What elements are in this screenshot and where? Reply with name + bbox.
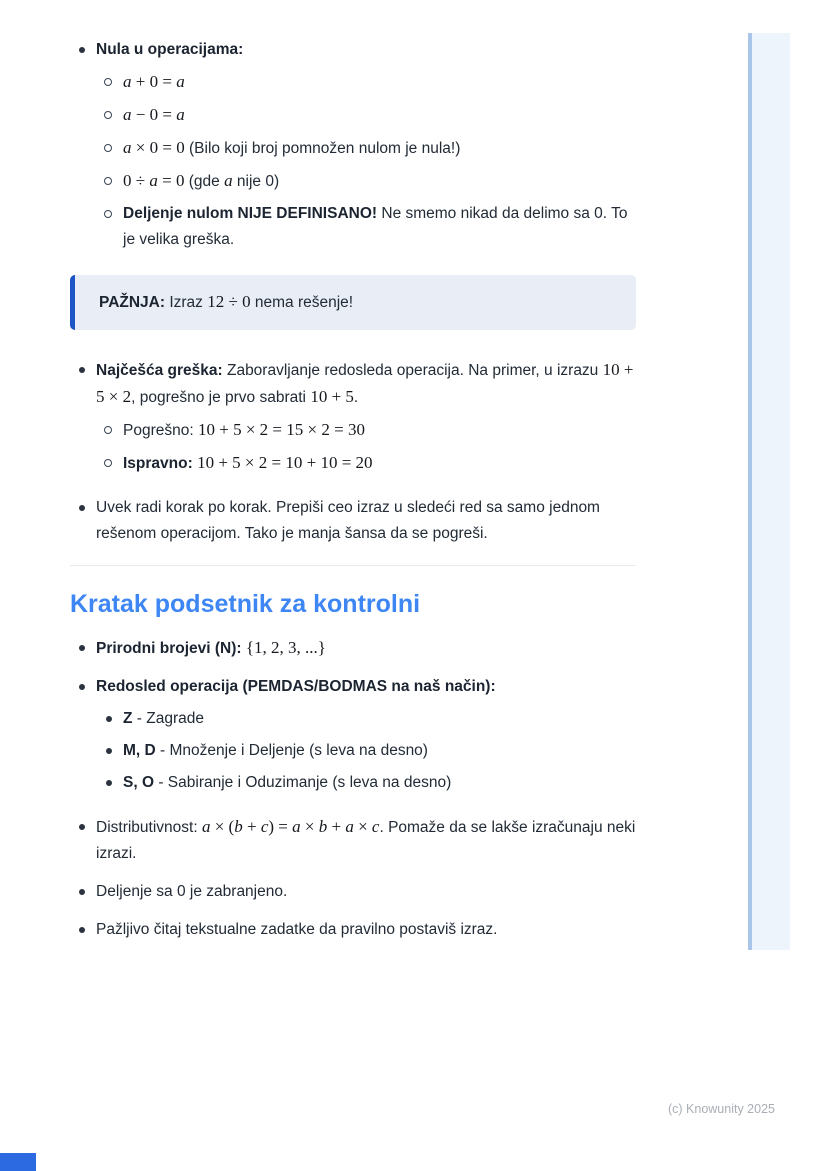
math-expression: 10 + 5 × 2 — [96, 360, 634, 406]
list-item — [96, 706, 636, 732]
bullet-icon — [106, 748, 112, 754]
footer-copyright: (c) Knowunity 2025 — [667, 1102, 775, 1116]
bullet-icon — [104, 78, 112, 86]
warning-callout — [70, 275, 636, 330]
bullet-list — [70, 357, 636, 547]
text-run: (Bilo koji broj pomnožen nulom je nula!) — [184, 140, 461, 157]
bullet-list — [70, 37, 636, 259]
callout-text — [99, 289, 618, 316]
text-run: - Sabiranje i Oduzimanje (s leva na desno) — [154, 774, 452, 791]
bullet-icon — [79, 505, 85, 511]
bullet-icon — [106, 780, 112, 786]
list-item-text — [96, 635, 636, 662]
bullet-icon — [104, 177, 112, 185]
bullet-icon — [79, 684, 85, 690]
bold-text: S, O — [123, 774, 155, 791]
text-run: Distributivnost: — [96, 819, 202, 836]
list-item-text — [123, 69, 636, 96]
text-run: Uvek radi korak po korak. Prepiši ceo izraz u sledeći red sa samo jednom rešenom operacijom. Tako je manja šansa da se pogreši. — [96, 499, 600, 542]
list-item-text — [123, 168, 636, 195]
list-item — [70, 495, 636, 547]
text-run: Ne smemo nikad da delimo sa 0. To je velika greška. — [123, 205, 628, 248]
list-item-text — [123, 135, 636, 162]
bold-text: PAŽNJA: — [99, 294, 166, 311]
bold-text: Ispravno: — [123, 455, 193, 472]
bullet-icon — [79, 889, 85, 895]
list-item — [70, 814, 636, 867]
math-expression: a − 0 = a — [123, 105, 185, 124]
text-run: , pogrešno je prvo sabrati — [131, 389, 311, 406]
bullet-icon — [106, 716, 112, 722]
bullet-icon — [104, 144, 112, 152]
bullet-icon — [79, 645, 85, 651]
list-item — [96, 135, 636, 162]
list-item — [96, 770, 636, 796]
list-item — [96, 450, 636, 477]
bold-text: M, D — [123, 742, 156, 759]
bullet-icon — [79, 824, 85, 830]
math-expression: a — [224, 171, 233, 190]
list-item-text — [96, 917, 636, 943]
bullet-list — [70, 635, 636, 943]
bold-text: Najčešća greška: — [96, 362, 223, 379]
list-item — [96, 168, 636, 195]
list-item-text — [123, 417, 636, 444]
text-run: Izraz — [165, 294, 208, 311]
list-item-text — [96, 37, 636, 259]
bullet-icon — [79, 927, 85, 933]
divider — [70, 565, 636, 566]
bold-text: Prirodni brojevi (N): — [96, 640, 242, 657]
list-item-text — [123, 738, 636, 764]
bold-text: Z — [123, 710, 133, 727]
math-expression: a + 0 = a — [123, 72, 185, 91]
list-item-text — [123, 450, 636, 477]
list-item-text — [96, 495, 636, 547]
bullet-icon — [104, 210, 112, 218]
document-content — [70, 37, 636, 955]
bullet-icon — [104, 459, 112, 467]
list-item-text — [123, 102, 636, 129]
list-item — [70, 357, 636, 483]
list-item — [96, 201, 636, 253]
list-item-text — [96, 814, 636, 867]
sub-list — [96, 706, 636, 796]
bullet-icon — [79, 367, 85, 373]
text-run: Deljenje sa 0 je zabranjeno. — [96, 883, 288, 900]
text-run: nema rešenje! — [250, 294, 354, 311]
list-item-text — [96, 879, 636, 905]
sub-list — [96, 417, 636, 477]
math-expression: 12 ÷ 0 — [207, 292, 251, 311]
math-expression: 10 + 5 — [310, 387, 354, 406]
math-expression: {1, 2, 3, ...} — [245, 638, 326, 657]
section-heading: Kratak podsetnik za kontrolni — [70, 590, 421, 618]
list-item-text — [96, 674, 636, 802]
list-item-text — [123, 201, 636, 253]
bold-text: Nula u operacijama: — [96, 41, 244, 58]
list-item — [70, 917, 636, 943]
bold-text: Deljenje nulom NIJE DEFINISANO! — [123, 205, 378, 222]
side-highlight-bar — [748, 33, 790, 950]
list-item — [96, 69, 636, 96]
list-item-text — [123, 706, 636, 732]
text-run: Pažljivo čitaj tekstualne zadatke da pravilno postaviš izraz. — [96, 921, 498, 938]
list-item-text — [96, 357, 636, 483]
list-item — [96, 102, 636, 129]
list-item — [96, 738, 636, 764]
math-expression: a × (b + c) = a × b + a × c — [201, 817, 380, 836]
text-run: - Množenje i Deljenje (s leva na desno) — [155, 742, 428, 759]
text-run: Pogrešno: — [123, 422, 198, 439]
list-item-text — [123, 770, 636, 796]
bold-text: Redosled operacija (PEMDAS/BODMAS na naš način): — [96, 678, 496, 695]
text-run: . Pomaže da se lakše izračunaju neki izrazi. — [96, 819, 636, 862]
math-expression: 0 ÷ a = 0 — [123, 171, 185, 190]
math-expression: a × 0 = 0 — [123, 138, 185, 157]
bullet-icon — [104, 111, 112, 119]
text-run: Zaboravljanje redosleda operacija. Na primer, u izrazu — [222, 362, 603, 379]
list-item — [70, 37, 636, 259]
text-run: (gde — [184, 173, 225, 190]
text-run: nije 0) — [232, 173, 280, 190]
bullet-icon — [79, 47, 85, 53]
list-item — [70, 674, 636, 802]
list-item — [70, 635, 636, 662]
math-expression: 10 + 5 × 2 = 10 + 10 = 20 — [197, 453, 373, 472]
list-item — [70, 879, 636, 905]
math-expression: 10 + 5 × 2 = 15 × 2 = 30 — [197, 420, 365, 439]
text-run: . — [353, 389, 359, 406]
list-item — [96, 417, 636, 444]
bullet-icon — [104, 426, 112, 434]
sub-list — [96, 69, 636, 253]
text-run: - Zagrade — [132, 710, 204, 727]
page-corner-accent — [0, 1153, 36, 1171]
